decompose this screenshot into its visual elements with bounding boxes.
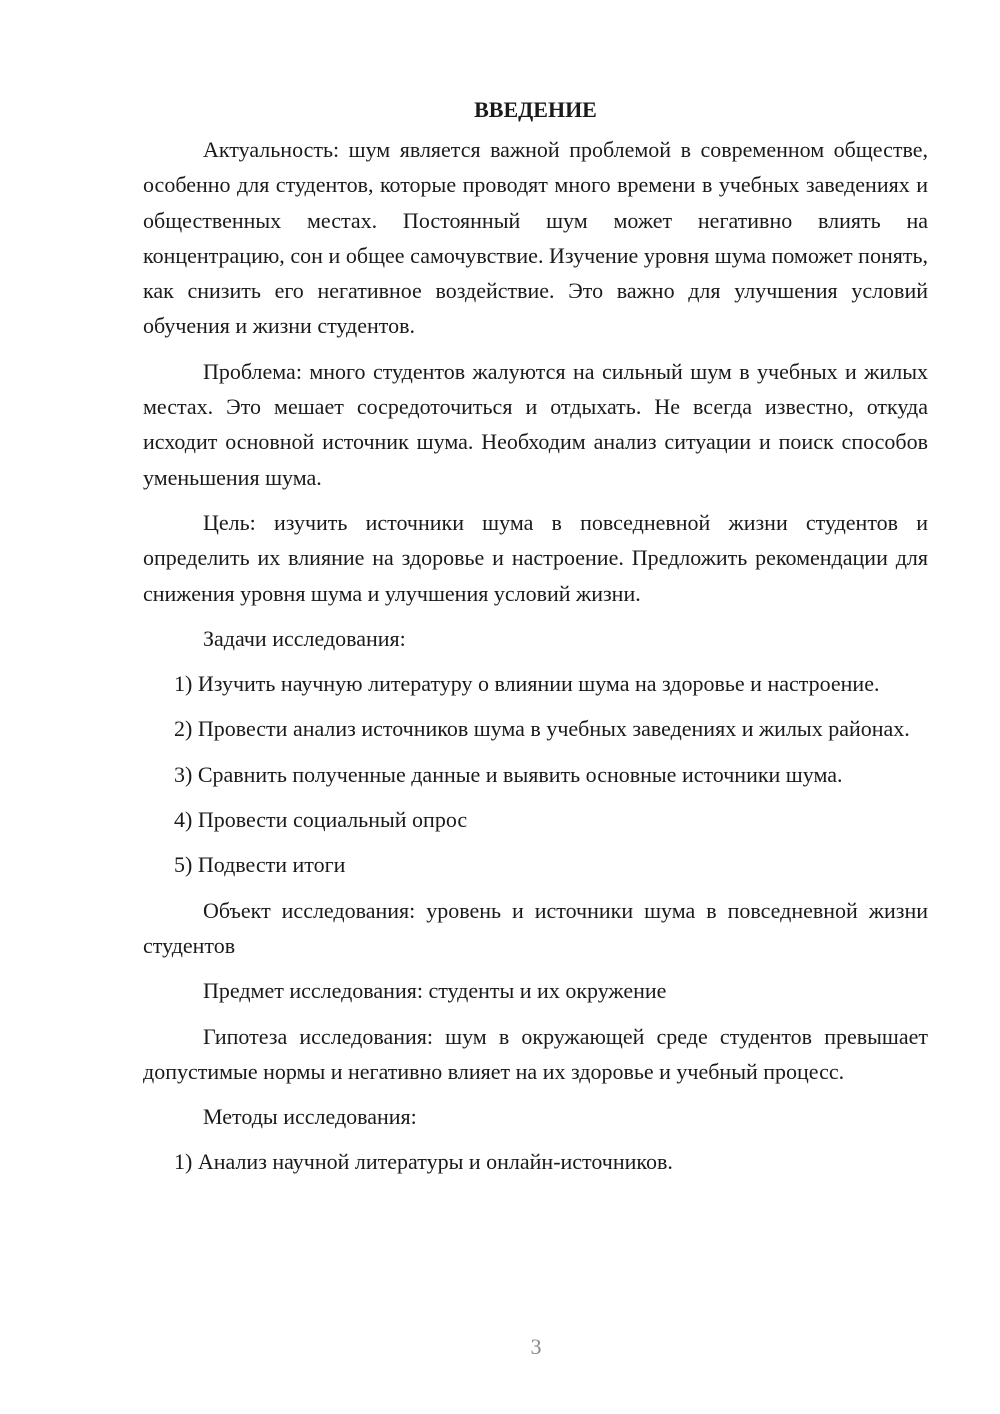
document-title: ВВЕДЕНИЕ bbox=[474, 97, 597, 122]
task-item-4: 4) Провести социальный опрос bbox=[174, 807, 468, 833]
tasks-heading: Задачи исследования: bbox=[203, 625, 406, 651]
document-page bbox=[143, 92, 928, 1190]
method-item-1: 1) Анализ научной литературы и онлайн-источников. bbox=[174, 1149, 673, 1175]
page-number: 3 bbox=[530, 1334, 542, 1359]
task-item-1: 1) Изучить научную литературу о влиянии шума на здоровье и настроение. bbox=[174, 671, 880, 697]
methods-heading: Методы исследования: bbox=[203, 1104, 417, 1130]
object-paragraph: Объект исследования: уровень и источники шума в повседневной жизни студентов bbox=[143, 897, 928, 958]
hypothesis-paragraph: Гипотеза исследования: шум в окружающей среде студентов превышает допустимые нормы и негативно влияет на их здоровье и учебный процесс. bbox=[143, 1023, 928, 1084]
task-item-5: 5) Подвести итоги bbox=[174, 852, 346, 878]
task-item-2: 2) Провести анализ источников шума в учебных заведениях и жилых районах. bbox=[174, 716, 910, 742]
subject-paragraph: Предмет исследования: студенты и их окружение bbox=[203, 978, 667, 1004]
goal-paragraph: Цель: изучить источники шума в повседневной жизни студентов и определить их влияние на здоровье и настроение. Предложить рекомендации для снижения уровня шума и улучшения условий жизни. bbox=[143, 509, 928, 606]
relevance-paragraph: Актуальность: шум является важной проблемой в современном обществе, особенно для студентов, которые проводят много времени в учебных заведениях и общественных местах. Постоянный шум может негативно влиять на концентрацию, сон и общее самочувствие. Изучение уровня шума поможет понять, как снизить его негативное воздействие. Это важно для улучшения условий обучения и жизни студентов. bbox=[143, 137, 928, 339]
problem-paragraph: Проблема: много студентов жалуются на сильный шум в учебных и жилых местах. Это мешает сосредоточиться и отдыхать. Не всегда известно, откуда исходит основной источник шума. Необходим анализ ситуации и поиск способов уменьшения шума. bbox=[143, 358, 928, 490]
task-item-3: 3) Сравнить полученные данные и выявить основные источники шума. bbox=[174, 761, 843, 787]
